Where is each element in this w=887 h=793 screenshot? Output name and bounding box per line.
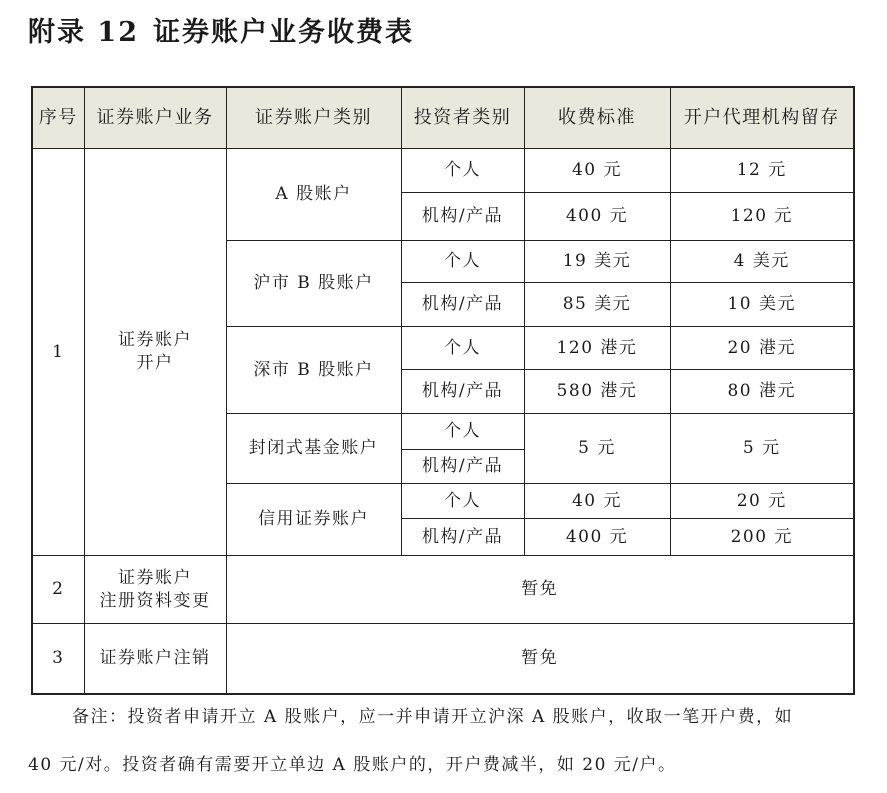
fee-cell: 40 元 xyxy=(524,484,670,519)
fee-cell: 40 元 xyxy=(524,149,670,193)
title-text: 证券账户业务收费表 xyxy=(152,17,414,48)
retain-cell: 20 元 xyxy=(670,484,854,519)
fee-cell: 580 港元 xyxy=(524,370,670,414)
table-row xyxy=(32,149,854,193)
row-no: 2 xyxy=(32,556,84,624)
fee-cell: 400 元 xyxy=(524,193,670,241)
retain-cell: 80 港元 xyxy=(670,370,854,414)
category-cell: 深市 B 股账户 xyxy=(226,327,401,414)
business-cell: 证券账户注销 xyxy=(84,624,226,694)
investor-cell: 个人 xyxy=(401,149,524,193)
business-line: 证券账户 xyxy=(118,567,192,588)
fee-cell: 400 元 xyxy=(524,519,670,556)
investor-cell: 个人 xyxy=(401,484,524,519)
investor-cell: 机构/产品 xyxy=(401,370,524,414)
retain-cell: 10 美元 xyxy=(670,283,854,327)
investor-cell: 机构/产品 xyxy=(401,193,524,241)
investor-cell: 个人 xyxy=(401,414,524,450)
fee-cell: 5 元 xyxy=(524,414,670,484)
investor-cell: 机构/产品 xyxy=(401,519,524,556)
page-title xyxy=(28,10,414,49)
business-line: 证券账户 xyxy=(118,330,192,351)
fee-cell: 120 港元 xyxy=(524,327,670,370)
header-retain: 开户代理机构留存 xyxy=(670,87,854,149)
retain-cell: 120 元 xyxy=(670,193,854,241)
retain-cell: 200 元 xyxy=(670,519,854,556)
note-line: 40 元/对。投资者确有需要开立单边 A 股账户的，开户费减半，如 20 元/户。 xyxy=(28,755,677,775)
fee-merged-cell: 暂免 xyxy=(226,624,854,694)
note-line: 备注：投资者申请开立 A 股账户，应一并申请开立沪深 A 股账户，收取一笔开户费，如 xyxy=(72,707,794,727)
header-no: 序号 xyxy=(32,87,84,149)
investor-cell: 个人 xyxy=(401,327,524,370)
table-row xyxy=(32,624,854,694)
business-cell xyxy=(84,556,226,624)
category-cell: 信用证券账户 xyxy=(226,484,401,556)
category-cell: 封闭式基金账户 xyxy=(226,414,401,484)
header-investor: 投资者类别 xyxy=(401,87,524,149)
fee-table xyxy=(31,86,855,695)
header-category: 证券账户类别 xyxy=(226,87,401,149)
fee-cell: 85 美元 xyxy=(524,283,670,327)
business-cell xyxy=(84,149,226,556)
business-line: 注册资料变更 xyxy=(99,590,211,611)
retain-cell: 20 港元 xyxy=(670,327,854,370)
category-cell: A 股账户 xyxy=(226,149,401,241)
retain-cell: 12 元 xyxy=(670,149,854,193)
row-no: 1 xyxy=(32,149,84,556)
title-prefix: 附录 xyxy=(28,17,86,48)
table-header-row xyxy=(32,87,854,149)
investor-cell: 机构/产品 xyxy=(401,283,524,327)
investor-cell: 个人 xyxy=(401,241,524,283)
business-line: 开户 xyxy=(136,353,174,373)
category-cell: 沪市 B 股账户 xyxy=(226,241,401,327)
title-number: 12 xyxy=(97,17,139,48)
retain-cell: 4 美元 xyxy=(670,241,854,283)
row-no: 3 xyxy=(32,624,84,694)
table-row xyxy=(32,556,854,624)
fee-cell: 19 美元 xyxy=(524,241,670,283)
header-fee: 收费标准 xyxy=(524,87,670,149)
fee-merged-cell: 暂免 xyxy=(226,556,854,624)
retain-cell: 5 元 xyxy=(670,414,854,484)
investor-cell: 机构/产品 xyxy=(401,450,524,484)
header-business: 证券账户业务 xyxy=(84,87,226,149)
